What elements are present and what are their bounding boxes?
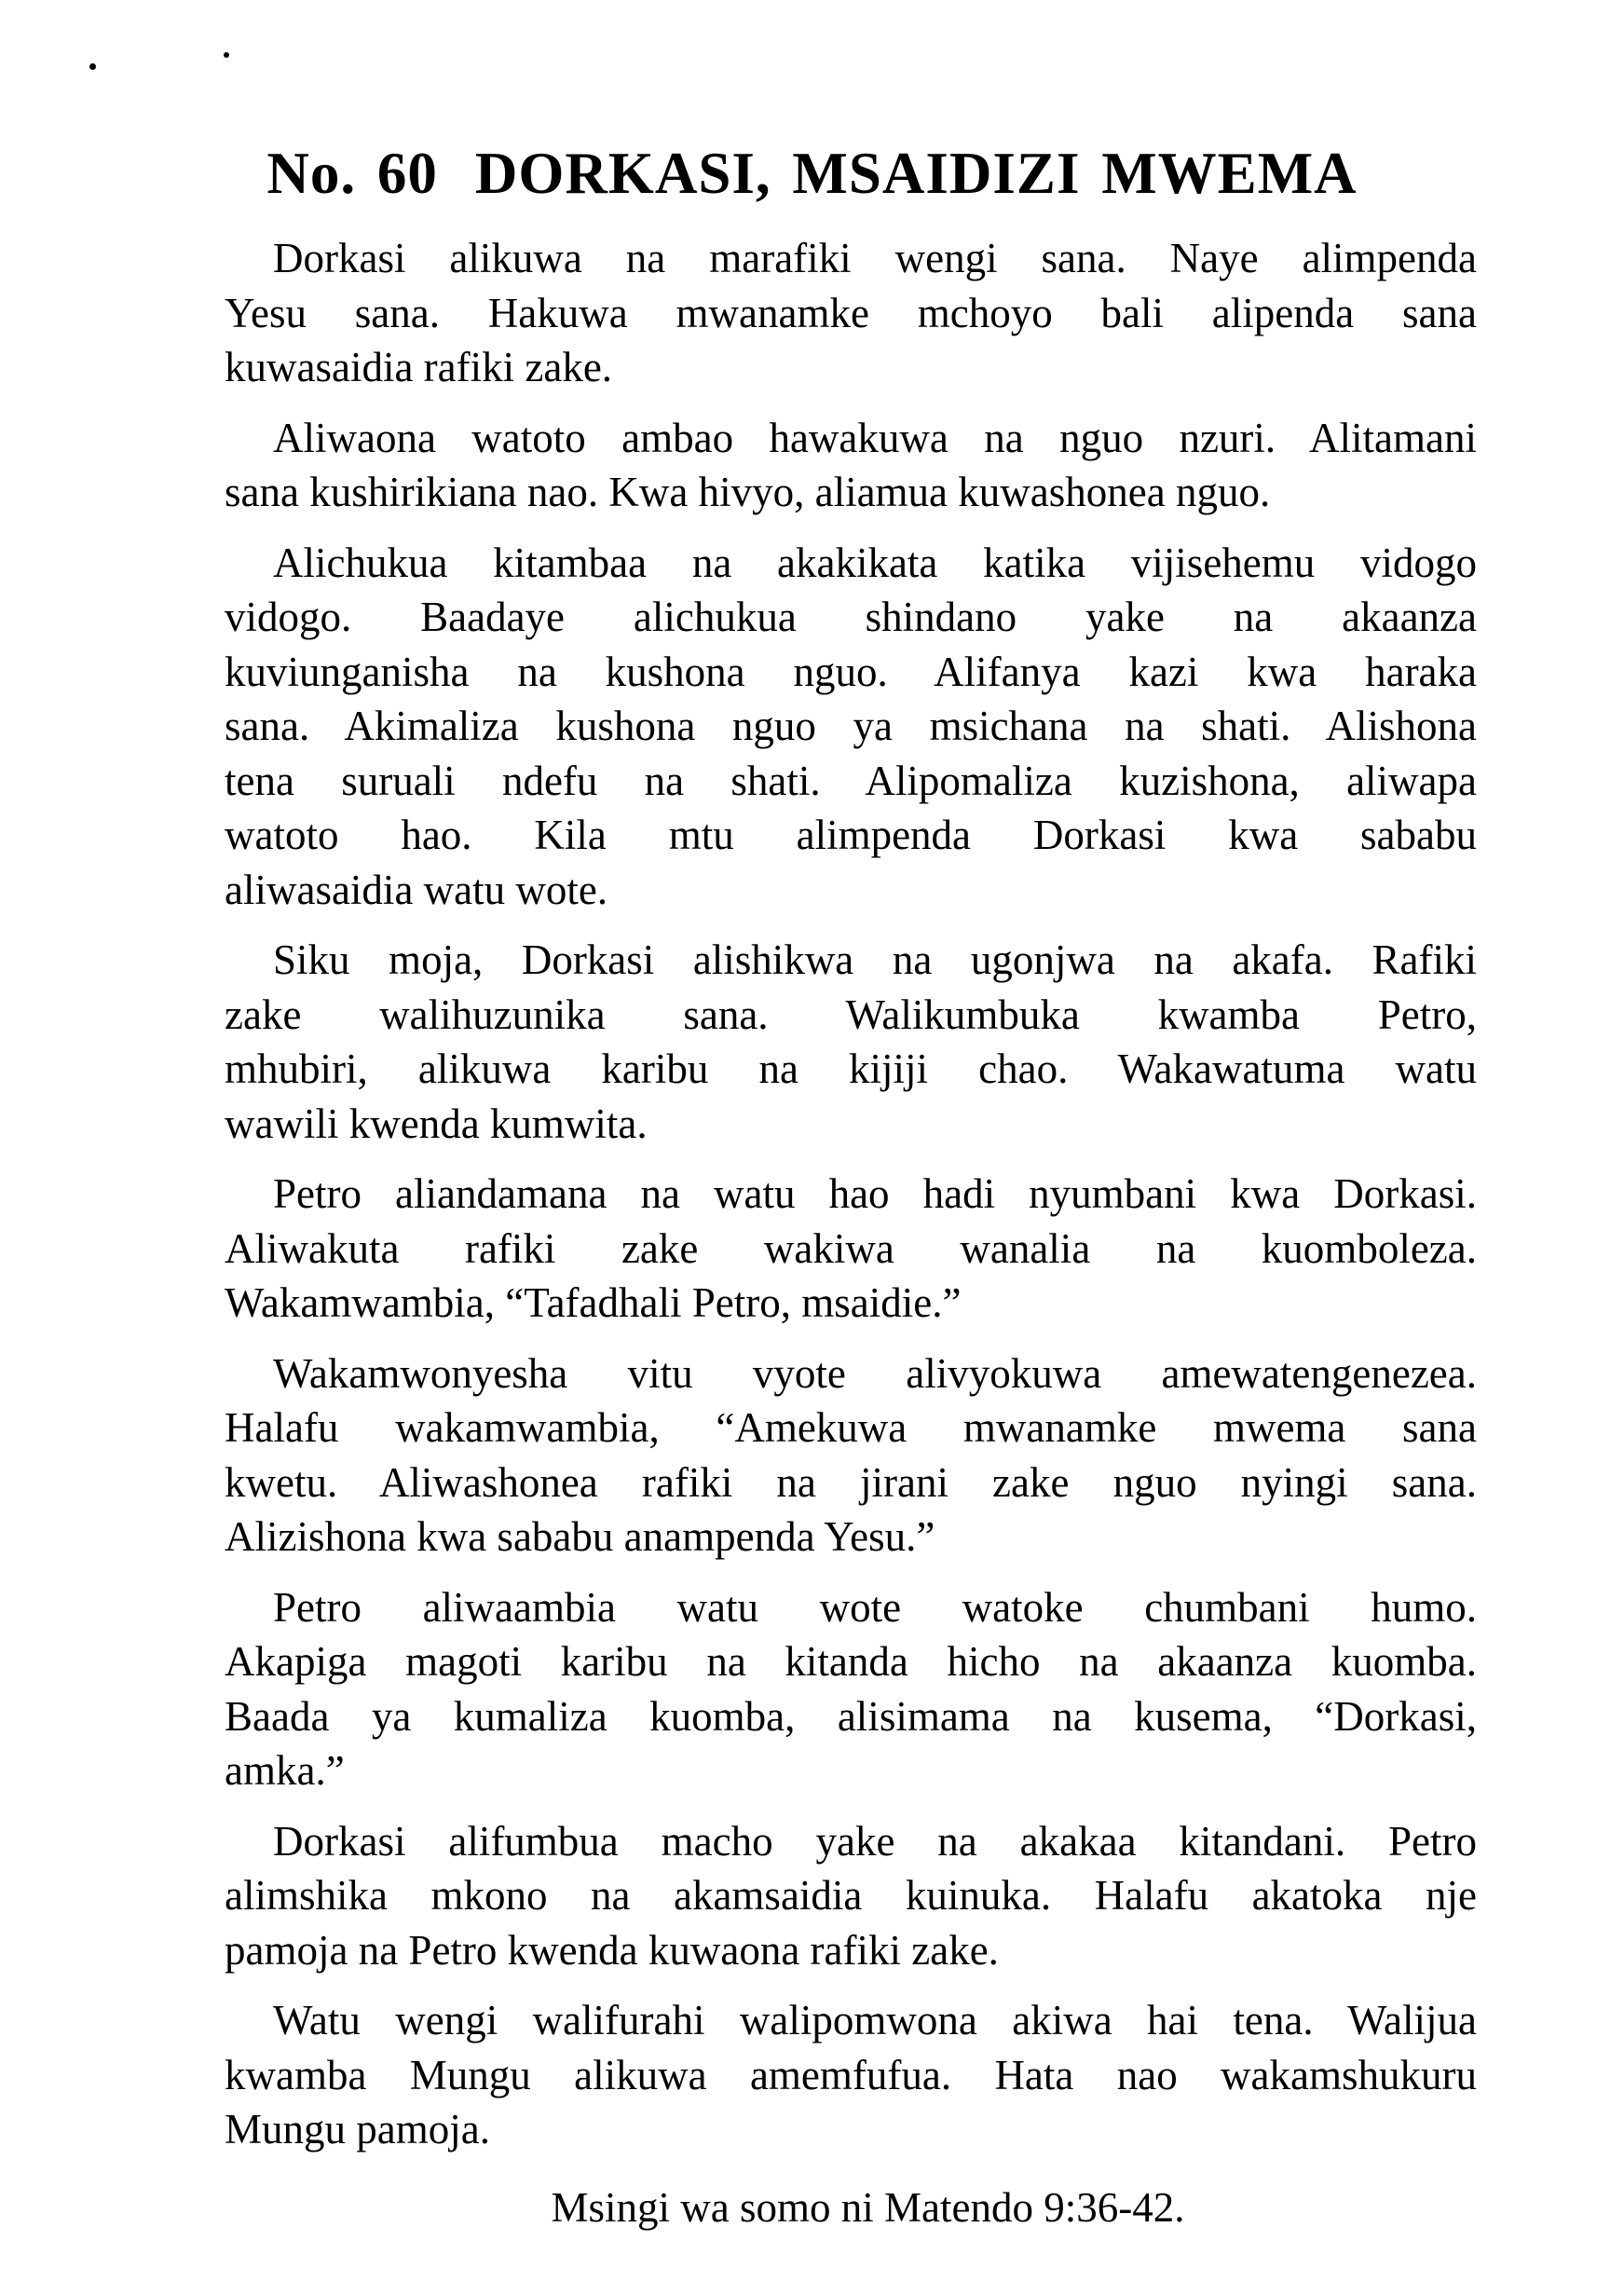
story-paragraph [225,1814,1477,1978]
text-line: Petro aliandamana na watu hao hadi nyumbani kwa Dorkasi. [273,1170,1477,1217]
story-paragraph [225,411,1477,520]
page-title [0,140,1624,208]
text-line: Aliwakuta rafiki zake wakiwa wanalia na kuomboleza. [225,1224,1477,1272]
text-line: Dorkasi alifumbua macho yake na akakaa kitandani. Petro [273,1817,1477,1865]
text-line: kuwasaidia rafiki zake. [225,344,613,390]
story-paragraph [225,536,1477,918]
text-line: kuviunganisha na kushona nguo. Alifanya kazi kwa haraka [225,648,1477,695]
story-paragraph [225,1346,1477,1565]
text-line: Aliwaona watoto ambao hawakuwa na nguo nzuri. Alitamani [273,414,1477,461]
text-line: Baada ya kumaliza kuomba, alisimama na kusema, “Dorkasi, [225,1692,1477,1740]
text-line: Mungu pamoja. [225,2106,490,2152]
scripture-reference: Msingi wa somo ni Matendo 9:36-42. [551,2184,1185,2231]
scan-speck [224,52,229,58]
text-line: Wakamwambia, “Tafadhali Petro, msaidie.” [225,1279,962,1326]
text-line: sana. Akimaliza kushona nguo ya msichana na shati. Alishona [225,703,1477,749]
story-paragraph [225,1167,1477,1331]
text-line: Halafu wakamwambia, “Amekuwa mwanamke mwema sana [225,1404,1477,1451]
story-body [225,231,1477,2173]
story-paragraph [225,1993,1477,2157]
text-line: zake walihuzunika sana. Walikumbuka kwamba Petro, [225,991,1477,1038]
lesson-number: No. 60 [266,141,438,206]
text-line: aliwasaidia watu wote. [225,866,608,913]
story-paragraph [225,231,1477,395]
text-line: kwetu. Aliwashonea rafiki na jirani zake nguo nyingi sana. [225,1458,1477,1506]
text-line: Akapiga magoti karibu na kitanda hicho na akaanza kuomba. [225,1638,1477,1685]
lesson-title: DORKASI, MSAIDIZI MWEMA [474,141,1358,206]
text-line: vidogo. Baadaye alichukua shindano yake na akaanza [225,594,1477,640]
text-line: Watu wengi walifurahi walipomwona akiwa hai tena. Walijua [273,1997,1477,2043]
text-line: Siku moja, Dorkasi alishikwa na ugonjwa na akafa. Rafiki [273,936,1477,983]
text-line: alimshika mkono na akamsaidia kuinuka. Halafu akatoka nje [225,1872,1477,1919]
text-line: wawili kwenda kumwita. [225,1100,648,1147]
text-line: Dorkasi alikuwa na marafiki wengi sana. Naye alimpenda [273,235,1477,281]
text-line: Wakamwonyesha vitu vyote alivyokuwa amewatengenezea. [273,1349,1477,1397]
text-line: amka.” [225,1747,345,1794]
story-paragraph [225,1580,1477,1798]
text-line: pamoja na Petro kwenda kuwaona rafiki zake. [225,1926,999,1974]
text-line: kwamba Mungu alikuwa amemfufua. Hata nao wakamshukuru [225,2051,1477,2098]
text-line: Alizishona kwa sababu anampenda Yesu.” [225,1513,935,1560]
text-line: sana kushirikiana nao. Kwa hivyo, aliamua kuwashonea nguo. [225,469,1271,515]
text-line: Yesu sana. Hakuwa mwanamke mchoyo bali alipenda sana [225,289,1477,336]
text-line: tena suruali ndefu na shati. Alipomaliza kuzishona, aliwapa [225,757,1477,804]
text-line: Petro aliwaambia watu wote watoke chumbani humo. [273,1583,1477,1631]
story-paragraph [225,933,1477,1151]
scan-speck [89,63,96,70]
text-line: mhubiri, alikuwa karibu na kijiji chao. Wakawatuma watu [225,1046,1477,1092]
text-line: watoto hao. Kila mtu alimpenda Dorkasi kwa sababu [225,812,1477,858]
text-line: Alichukua kitambaa na akakikata katika vijisehemu vidogo [273,539,1477,586]
